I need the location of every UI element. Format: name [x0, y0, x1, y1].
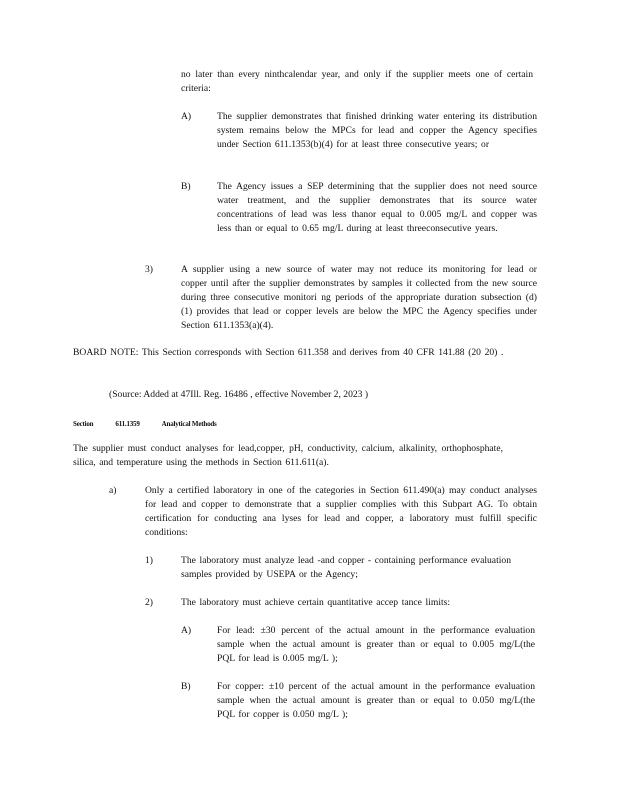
condition-2-text: The laboratory must achieve certain quantitative accep tance limits:	[181, 597, 451, 608]
limit-b-label: B)	[181, 681, 191, 692]
item-3-label: 3)	[145, 264, 153, 275]
section-intro-paragraph: The supplier must conduct analyses for lead,copper, pH, conductivity, calcium, alkalinity, orthophosphate, silica, and temperature using the methods in Section 611.611(a).	[73, 443, 503, 468]
limit-a-text: For lead: ±30 percent of the actual amount in the performance evaluation sample when the actual amount is greater than or equal to 0.005 mg/L(the PQL for lead is 0.005 mg/L );	[217, 625, 535, 664]
item-a-label: a)	[109, 485, 117, 496]
limit-b-text: For copper: ±10 percent of the actual amount in the performance evaluation sample when the actual amount is greater than or equal to 0.050 mg/L(the PQL for copper is 0.050 mg/L );	[217, 681, 535, 720]
condition-1-text: The laboratory must analyze lead -and copper - containing performance evaluation samples provided by USEPA or the Agency;	[181, 555, 511, 580]
criterion-b-text: The Agency issues a SEP determining that the supplier does not need source water treatment, and the supplier demonstrates that its source water concentrations of lead was less thanor equal to 0.005 mg/L and copper was less than or equal to 0.65 mg/L during at least threeconsecutive years.	[217, 181, 537, 234]
limit-a-label: A)	[181, 625, 192, 636]
item-a-text: Only a certified laboratory in one of the categories in Section 611.490(a) may conduct analyses for lead and copper to demonstrate that a supplier complies with this Subpart AG. To obtain certification for conducting ana lyses for lead and copper, a laboratory must fulfill specific conditions:	[145, 485, 537, 538]
condition-2-label: 2)	[145, 597, 153, 608]
condition-1-label: 1)	[145, 555, 153, 566]
item-3-text: A supplier using a new source of water may not reduce its monitoring for lead or copper until after the supplier demonstrates by samples it collected from the new source during three consecutive monitori ng periods of the appropriate duration subsection (d)(1) provides that lead or copper levels are below the MPC the Agency specifies under Section 611.1353(a)(4).	[181, 264, 537, 331]
board-note: BOARD NOTE: This Section corresponds with Section 611.358 and derives from 40 CFR 141.88 (20 20) .	[73, 347, 504, 358]
criterion-a-label: A)	[181, 111, 192, 122]
criterion-a-text: The supplier demonstrates that finished drinking water entering its distribution system remains below the MPCs for lead and copper the Agency specifies under Section 611.1353(b)(4) for at least three consecutive years; or	[217, 111, 537, 150]
section-title: Analytical Methods	[161, 420, 217, 428]
source-note: (Source: Added at 47Ill. Reg. 16486 , effective November 2, 2023 )	[109, 389, 369, 400]
section-label: Section	[73, 420, 94, 428]
section-number: 611.1359	[115, 420, 140, 428]
criterion-b-label: B)	[181, 181, 191, 192]
section-heading	[73, 419, 239, 429]
intro-paragraph: no later than every ninthcalendar year, and only if the supplier meets one of certain criteria:	[181, 69, 533, 94]
